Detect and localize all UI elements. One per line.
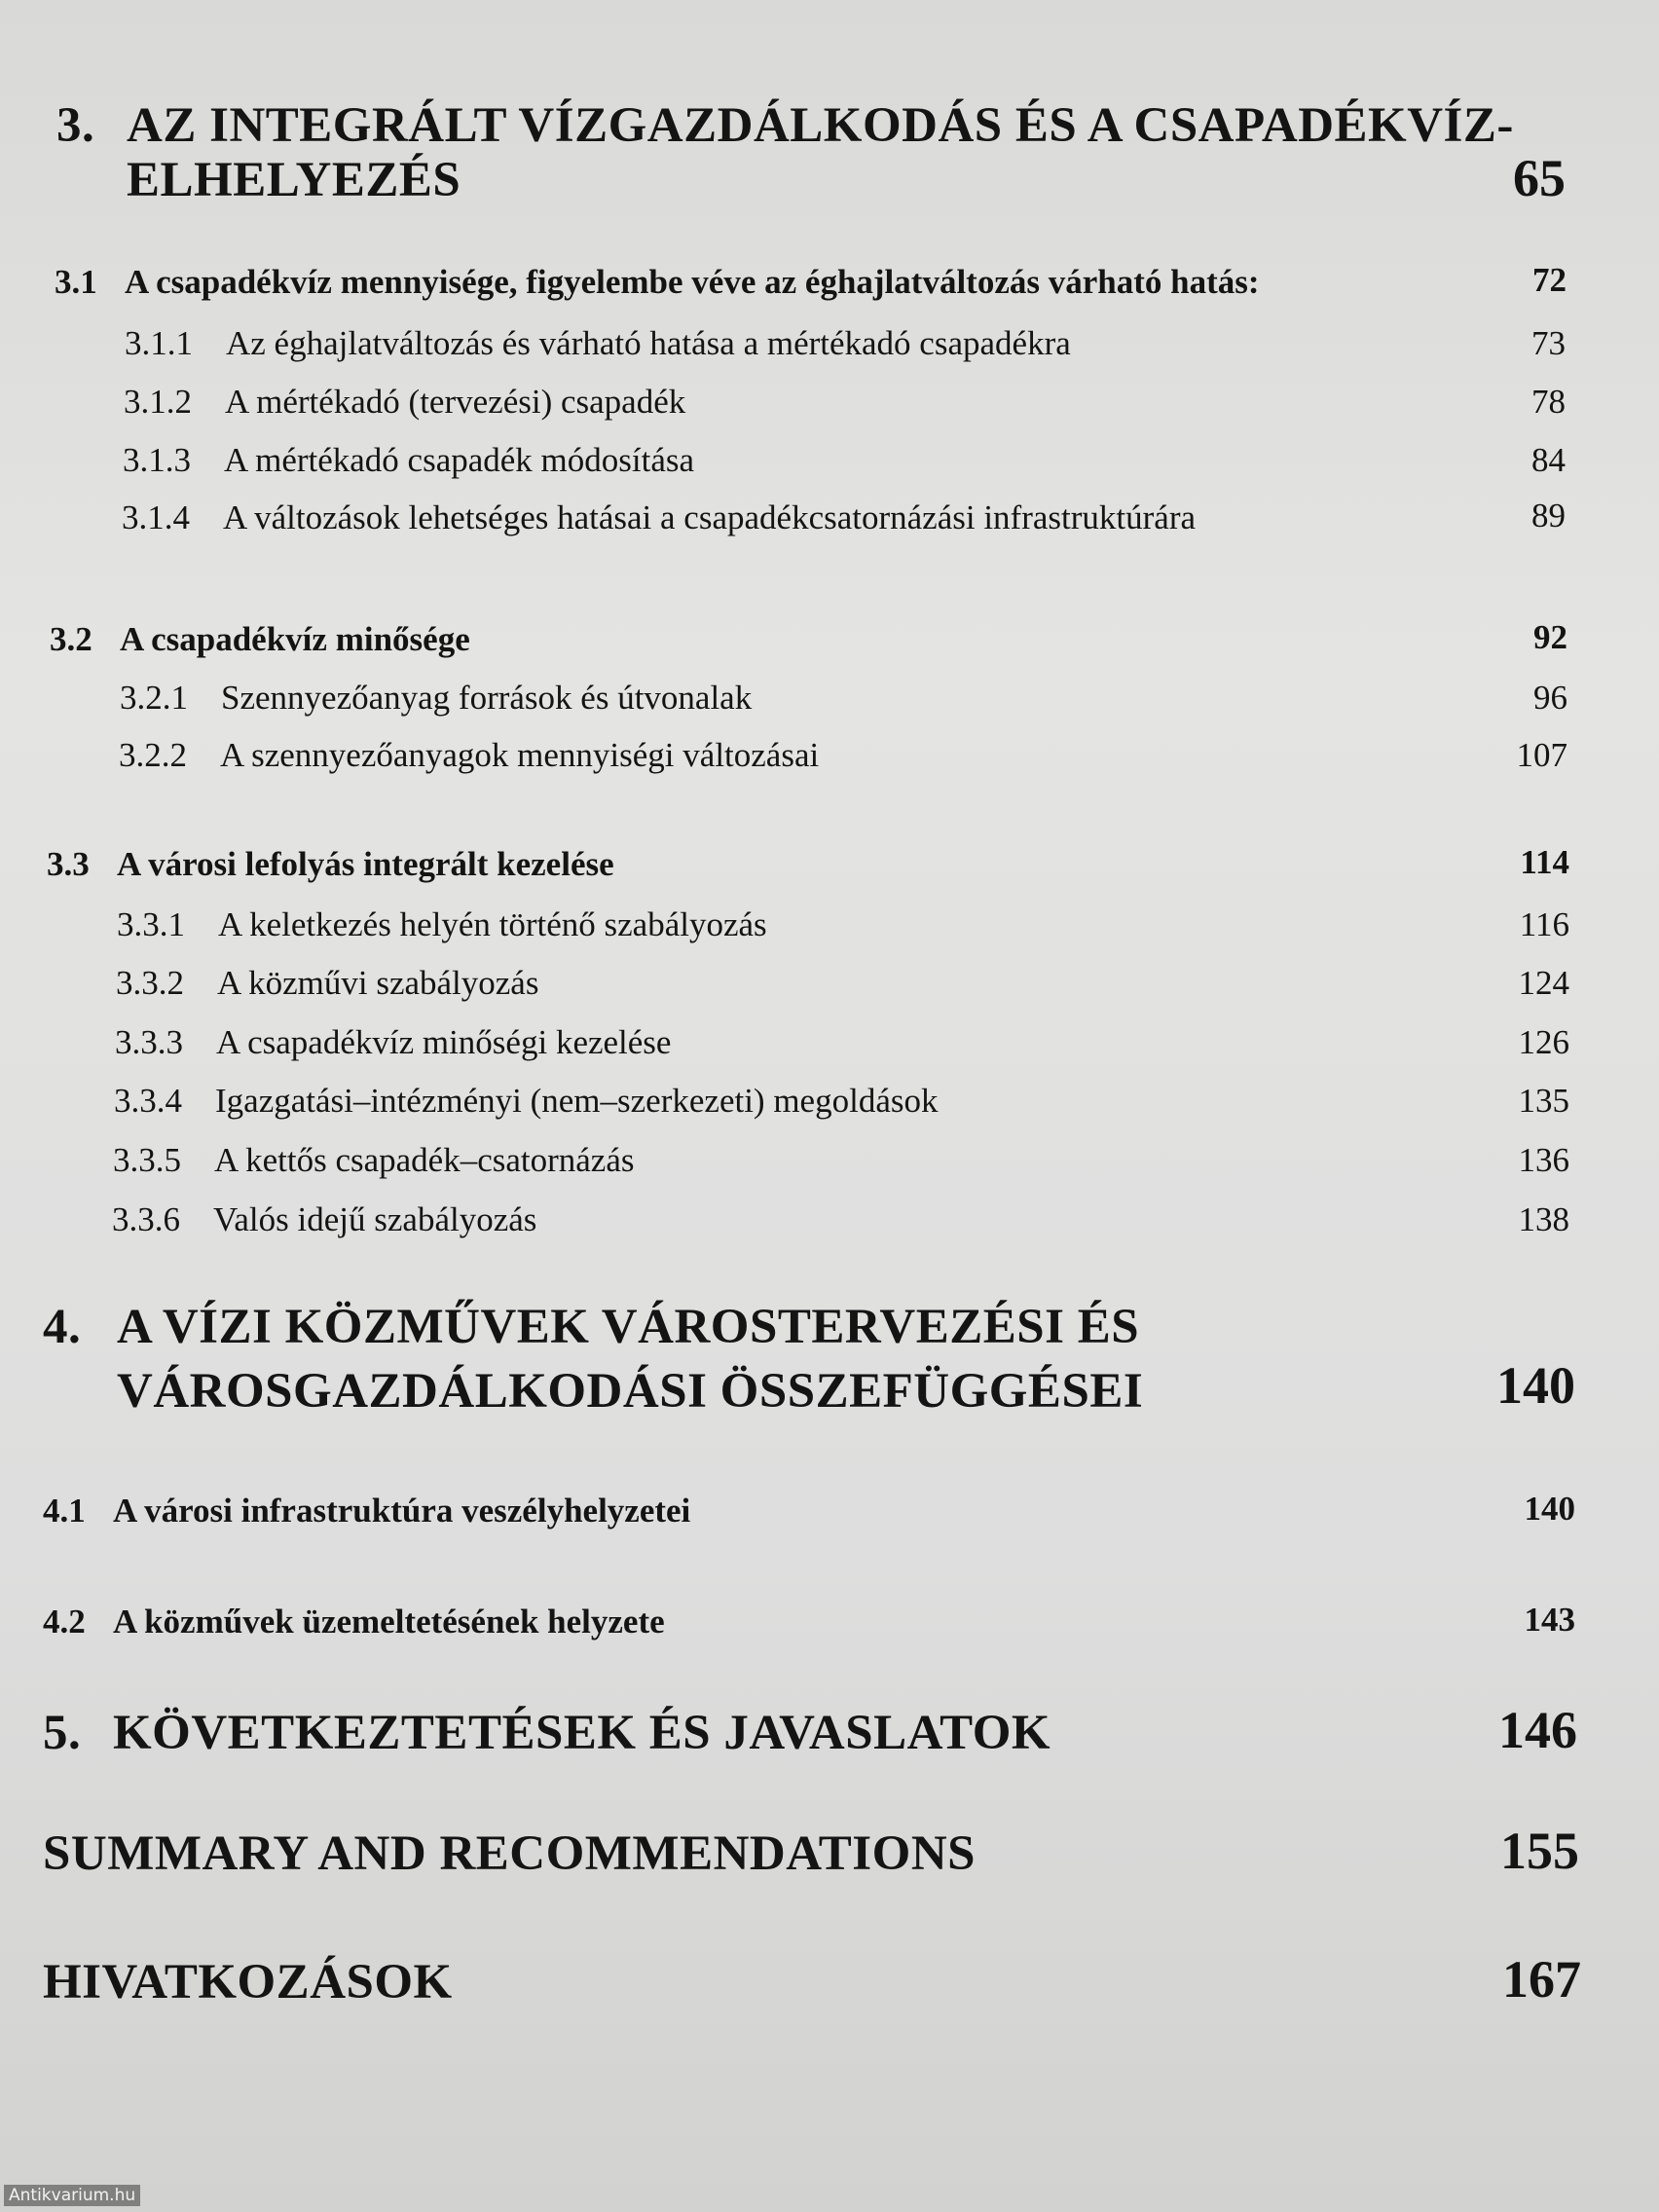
subsection-number: 3.3.1: [117, 905, 185, 943]
toc-summary: [43, 1825, 976, 1882]
chapter-number: 3.: [56, 98, 95, 153]
subsection-page-number: 126: [1518, 1023, 1569, 1061]
subsection-title: A csapadékvíz minőségi kezelése: [216, 1023, 672, 1061]
subsection-page-number: 138: [1518, 1200, 1569, 1238]
subsection-page-number: 136: [1518, 1141, 1569, 1179]
subsection-title: A keletkezés helyén történő szabályozás: [218, 905, 767, 943]
subsection-page-number: 116: [1519, 905, 1569, 943]
summary-page-number: 155: [1500, 1822, 1579, 1880]
subsection-title: Valós idejű szabályozás: [213, 1200, 537, 1238]
subsection-title: Az éghajlatváltozás és várható hatása a mértékadó csapadékra: [226, 324, 1071, 362]
subsection-number: 3.1.1: [125, 324, 193, 362]
section-title: A városi lefolyás integrált kezelése: [117, 845, 614, 883]
subsection-title: A kettős csapadék–csatornázás: [214, 1141, 635, 1179]
subsection-title: A közművi szabályozás: [217, 964, 539, 1002]
subsection-number: 3.3.4: [114, 1082, 182, 1120]
section-page-number: 140: [1524, 1490, 1575, 1528]
section-title: A csapadékvíz minősége: [120, 620, 470, 658]
subsection-number: 3.1.3: [123, 441, 191, 479]
chapter-page-number: 65: [1513, 149, 1566, 207]
section-number: 3.3: [47, 845, 90, 883]
chapter-title-line-2: ELHELYEZÉS: [127, 153, 461, 207]
subsection-number: 3.1.2: [124, 383, 192, 421]
subsection-page-number: 78: [1531, 383, 1566, 421]
references-title: HIVATKOZÁSOK: [43, 1955, 453, 2009]
chapter-page-number: 146: [1498, 1701, 1577, 1759]
subsection-title: A mértékadó (tervezési) csapadék: [225, 383, 686, 421]
subsection-number: 3.3.5: [113, 1141, 181, 1179]
chapter-page-number: 140: [1496, 1356, 1575, 1415]
section-page-number: 143: [1524, 1601, 1575, 1639]
subsection-title: A szennyezőanyagok mennyiségi változásai: [220, 736, 820, 774]
subsection-number: 3.3.2: [116, 964, 184, 1002]
subsection-number: 3.1.4: [122, 498, 190, 536]
section-number: 3.2: [50, 620, 92, 658]
chapter-title: KÖVETKEZTETÉSEK ÉS JAVASLATOK: [113, 1706, 1051, 1760]
subsection-number: 3.2.1: [120, 679, 188, 717]
subsection-title: A mértékadó csapadék módosítása: [224, 441, 695, 479]
summary-title: SUMMARY AND RECOMMENDATIONS: [43, 1826, 977, 1881]
section-title: A csapadékvíz mennyisége, figyelembe véve az éghajlatváltozás várható hatás:: [125, 263, 1260, 301]
chapter-number: 4.: [43, 1300, 82, 1354]
section-page-number: 114: [1520, 843, 1569, 881]
chapter-title-line-1: A VÍZI KÖZMŰVEK VÁROSTERVEZÉSI ÉS: [117, 1300, 1140, 1354]
toc-chapter-4: [43, 1299, 1562, 1425]
subsection-title: Szennyezőanyag források és útvonalak: [221, 679, 753, 717]
section-page-number: 72: [1532, 261, 1567, 299]
subsection-title: A változások lehetséges hatásai a csapadékcsatornázási infrastruktúrára: [223, 498, 1197, 536]
section-number: 3.1: [55, 263, 97, 301]
section-page-number: 92: [1533, 618, 1567, 656]
subsection-page-number: 89: [1531, 497, 1566, 535]
section-number: 4.2: [43, 1603, 86, 1641]
subsection-number: 3.3.3: [115, 1023, 183, 1061]
subsection-page-number: 124: [1518, 964, 1569, 1002]
toc-references: [43, 1954, 453, 2010]
subsection-page-number: 73: [1531, 324, 1566, 362]
section-title: A városi infrastruktúra veszélyhelyzetei: [113, 1492, 691, 1530]
subsection-number: 3.3.6: [112, 1200, 180, 1238]
toc-chapter-3: [56, 97, 1575, 214]
subsection-page-number: 96: [1533, 679, 1567, 717]
references-page-number: 167: [1502, 1950, 1581, 2009]
watermark: Antikvarium.hu: [4, 2185, 140, 2206]
section-title: A közművek üzemeltetésének helyzete: [113, 1603, 665, 1641]
section-number: 4.1: [43, 1492, 86, 1530]
chapter-title-line-2: VÁROSGAZDÁLKODÁSI ÖSSZEFÜGGÉSEI: [117, 1364, 1144, 1419]
chapter-number: 5.: [43, 1706, 82, 1760]
subsection-title: Igazgatási–intézményi (nem–szerkezeti) megoldások: [215, 1082, 939, 1120]
subsection-page-number: 107: [1516, 736, 1567, 774]
subsection-page-number: 84: [1531, 441, 1566, 479]
subsection-number: 3.2.2: [119, 736, 187, 774]
chapter-title-line-1: AZ INTEGRÁLT VÍZGAZDÁLKODÁS ÉS A CSAPADÉKVÍZ-: [127, 98, 1514, 153]
subsection-page-number: 135: [1518, 1082, 1569, 1120]
